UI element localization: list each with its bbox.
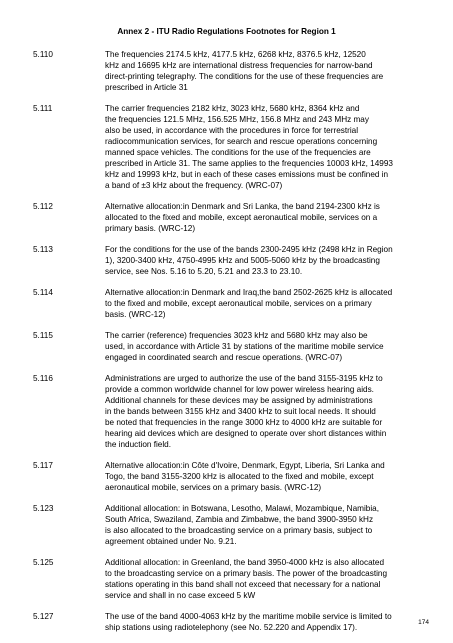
footnote-text-line: primary basis. (WRC-12) [105,224,196,233]
footnote-entry [0,330,453,363]
footnote-text-line: direct-printing telegraphy. The conditions for the use of these frequencies are [105,72,384,81]
footnote-text-line: a band of ±3 kHz about the frequency. (WRC-07) [105,181,283,190]
footnote-text-line: Additional allocation: in Greenland, the band 3950-4000 kHz is also allocated [105,558,385,567]
footnote-text-line: be noted that frequencies in the range 3000 kHz to 4000 kHz are suitable for [105,418,383,427]
footnote-text-line: The carrier (reference) frequencies 3023 kHz and 5680 kHz may also be [105,331,368,340]
footnote-text [105,330,425,363]
page-title: Annex 2 - ITU Radio Regulations Footnotes for Region 1 [117,27,336,36]
footnote-text-line: The use of the band 4000-4063 kHz by the maritime mobile service is limited to [105,612,392,621]
footnote-entry [0,373,453,450]
footnote-text-line: kHz and 19993 kHz, but in each of these cases emissions must be confined in [105,170,389,179]
footnote-text-line: used, in accordance with Article 31 by stations of the maritime mobile service [105,342,384,351]
footnote-text-line: prescribed in Article 31 [105,83,188,92]
footnote-number: 5.116 [33,374,53,383]
footnote-number: 5.117 [33,461,53,470]
footnote-text-line: basis. (WRC-12) [105,310,166,319]
footnote-text-line: in the bands between 3155 kHz and 3400 kHz to suit local needs. It should [105,407,376,416]
footnote-number: 5.123 [33,504,54,513]
footnote-text [105,460,425,493]
footnote-number: 5.110 [33,50,53,59]
footnote-entry [0,103,453,191]
footnote-text [105,49,425,93]
footnote-text-line: service, see Nos. 5.16 to 5.20, 5.21 and 23.3 to 23.10. [105,267,303,276]
footnote-text-line: to the fixed and mobile, except aeronautical mobile, services on a primary [105,299,372,308]
footnote-text-line: service and shall in no case exceed 5 kW [105,591,256,600]
footnote-text-line: The frequencies 2174.5 kHz, 4177.5 kHz, 6268 kHz, 8376.5 kHz, 12520 [105,50,366,59]
footnote-text [105,503,425,547]
footnote-entry [0,49,453,93]
footnote-text [105,103,425,191]
footnote-text-line: For the conditions for the use of the bands 2300-2495 kHz (2498 kHz in Region [105,245,393,254]
footnote-text [105,201,425,234]
footnote-text [105,244,425,277]
footnote-entry [0,287,453,320]
footnote-text-line: hearing aid devices which are designed to operate over short distances within [105,429,387,438]
footnote-text-line: The carrier frequencies 2182 kHz, 3023 kHz, 5680 kHz, 8364 kHz and [105,104,360,113]
footnote-text [105,557,425,601]
footnote-text-line: the induction field. [105,440,171,449]
footnote-text-line: Alternative allocation:in Côte d'Ivoire, Denmark, Egypt, Liberia, Sri Lanka and [105,461,385,470]
footnote-text-line: provide a common worldwide channel for low power wireless hearing aids. [105,385,374,394]
footnote-text-line: the frequencies 121.5 MHz, 156.525 MHz, 156.8 MHz and 243 MHz may [105,115,369,124]
footnote-text-line: Alternative allocation:in Denmark and Sri Lanka, the band 2194-2300 kHz is [105,202,380,211]
footnote-text-line: aeronautical mobile, services on a primary basis. (WRC-12) [105,483,322,492]
footnote-number: 5.111 [33,104,53,113]
footnote-text-line: 1), 3200-3400 kHz, 4750-4995 kHz and 5005-5060 kHz by the broadcasting [105,256,380,265]
footnote-text-line: allocated to the fixed and mobile, except aeronautical mobile, services on a [105,213,378,222]
footnote-entry [0,201,453,234]
footnote-text [105,373,425,450]
footnote-text-line: radiocommunication services, for search and rescue operations concerning [105,137,378,146]
footnote-entry [0,611,453,633]
footnote-text-line: prescribed in Article 31. The same applies to the frequencies 10003 kHz, 14993 [105,159,393,168]
footnote-text-line: engaged in coordinated search and rescue operations. (WRC-07) [105,353,343,362]
footnote-text-line: ship stations using radiotelephony (see No. 52.220 and Appendix 17). [105,623,358,632]
footnote-text-line: stations operating in this band shall not exceed that necessary for a national [105,580,381,589]
footnote-entry [0,503,453,547]
footnote-text-line: agreement obtained under No. 9.21. [105,537,237,546]
footnote-number: 5.114 [33,288,53,297]
footnote-text-line: also be used, in accordance with the procedures in force for terrestrial [105,126,359,135]
footnote-text-line: Additional allocation: in Botswana, Lesotho, Malawi, Mozambique, Namibia, [105,504,379,513]
footnote-text-line: South Africa, Swaziland, Zambia and Zimbabwe, the band 3900-3950 kHz [105,515,374,524]
footnote-entry [0,557,453,601]
footnote-text-line: kHz and 16695 kHz are international distress frequencies for narrow-band [105,61,373,70]
footnote-text-line: Alternative allocation:in Denmark and Iraq,the band 2502-2625 kHz is allocated [105,288,393,297]
footnote-text [105,611,425,633]
page-number: 174 [418,619,429,626]
footnote-text-line: Togo, the band 3155-3200 kHz is allocated to the fixed and mobile, except [105,472,374,481]
footnote-entry [0,244,453,277]
footnote-entry [0,460,453,493]
footnote-text-line: Administrations are urged to authorize the use of the band 3155-3195 kHz to [105,374,383,383]
footnote-number: 5.127 [33,612,54,621]
footnote-number: 5.125 [33,558,54,567]
footnote-number: 5.115 [33,331,53,340]
footnote-number: 5.113 [33,245,53,254]
footnote-text [105,287,425,320]
footnote-text-line: to the broadcasting service on a primary basis. The power of the broadcasting [105,569,388,578]
footnote-text-line: Additional channels for these devices may be assigned by administrations [105,396,373,405]
footnote-list [0,49,453,643]
footnote-text-line: manned space vehicles. The conditions for the use of the frequencies are [105,148,371,157]
footnote-text-line: is also allocated to the broadcasting service on a primary basis, subject to [105,526,373,535]
footnote-number: 5.112 [33,202,53,211]
